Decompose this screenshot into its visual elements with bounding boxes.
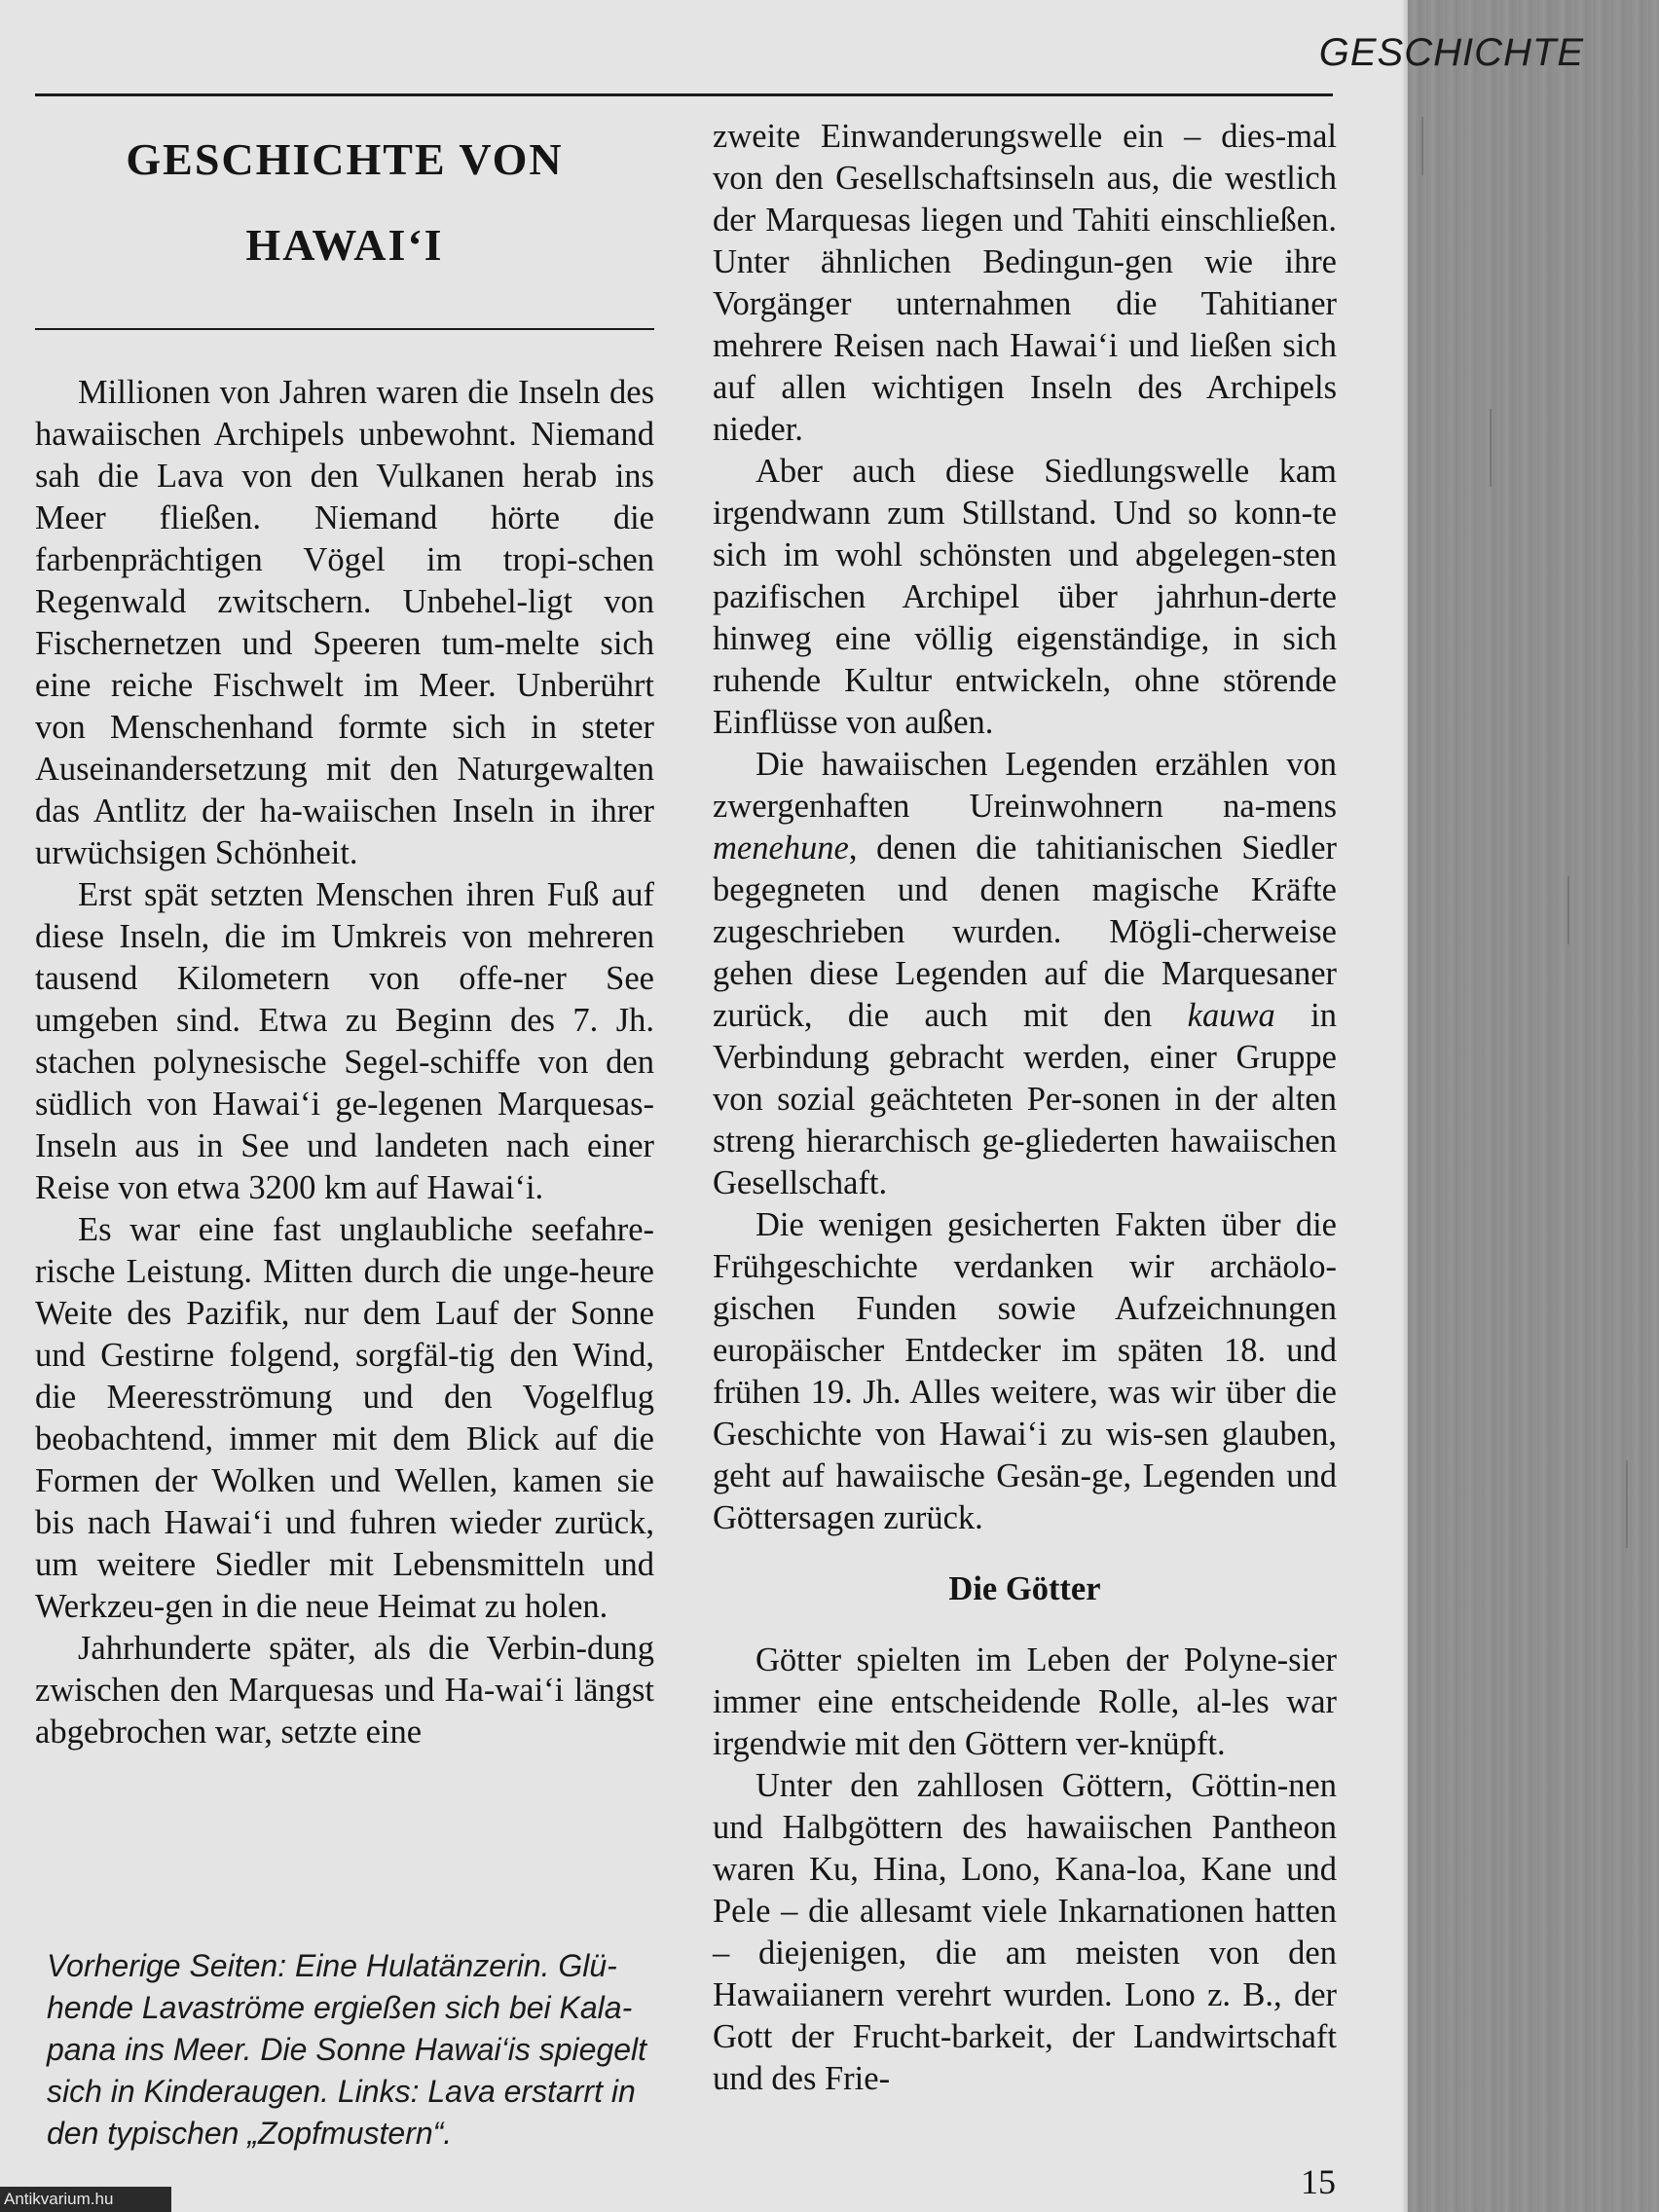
background-texture — [1421, 117, 1423, 175]
paragraph — [713, 744, 1337, 1204]
caption-line: sich in Kinderaugen. Links: Lava erstarrt in — [47, 2074, 636, 2109]
paragraph: Jahrhunderte später, als die Verbin-dung zwischen den Marquesas und Ha-wai‘i längst abgebrochen war, setzte eine — [35, 1630, 654, 1751]
paragraph: Erst spät setzten Menschen ihren Fuß auf diese Inseln, die im Umkreis von mehreren tausend Kilometern von offe-ner See umgeben sind. Etwa zu Beginn des 7. Jh. stachen polynesische Segel-schiffe von den südlich von Hawai‘i ge-legenen Marquesas-Inseln aus in See und landeten nach einer Reise von etwa 3200 km auf Hawai‘i. — [35, 876, 654, 1206]
caption-line: hende Lavaströme ergießen sich bei Kala- — [47, 1990, 633, 2025]
paragraph: Aber auch diese Siedlungswelle kam irgendwann zum Stillstand. Und so konn-te sich im wohl schönsten und abgelegen-sten pazifischen Archipel über jahrhun-derte hinweg eine völlig eigenständige, in sich ruhende Kultur entwickeln, ohne störende Einflüsse von außen. — [713, 453, 1337, 741]
caption-line: pana ins Meer. Die Sonne Hawai‘is spiegelt — [47, 2032, 647, 2067]
chapter-title — [35, 117, 654, 288]
paragraph: Die wenigen gesicherten Fakten über die Frühgeschichte verdanken wir archäolo-gischen Funden sowie Aufzeichnungen europäischer Entdecker im späten 18. und frühen 19. Jh. Alles weitere, was wir über die Geschichte von Hawai‘i zu wis-sen glauben, geht auf hawaiische Gesän-ge, Legenden und Göttersagen zurück. — [713, 1206, 1337, 1536]
left-column — [35, 372, 654, 1753]
term-kauwa: kauwa — [1187, 997, 1275, 1034]
paragraph-text: Die hawaiischen Legenden erzählen von zwergenhaften Ureinwohnern na-mens — [713, 746, 1337, 825]
background-texture — [1490, 409, 1492, 487]
running-head: GESCHICHTE — [1318, 31, 1584, 74]
paragraph: Es war eine fast unglaubliche seefahre-rische Leistung. Mitten durch die unge-heure Weite des Pazifik, nur dem Lauf der Sonne und Gestirne folgend, sorgfäl-tig den Wind, die Meeresströmung und den Vogelflug beobachtend, immer mit dem Blick auf die Formen der Wolken und Wellen, kamen sie bis nach Hawai‘i und fuhren wieder zurück, um weitere Siedler mit Lebensmitteln und Werkzeu-gen in die neue Heimat zu holen. — [35, 1211, 654, 1625]
photo-caption — [47, 1945, 666, 2155]
paragraph-text: , denen die tahitianischen Siedler begegneten und denen magische Kräfte zugeschrieben wurden. Mögli-cherweise gehen diese Legenden auf die Marquesaner zurück, die auch mit den — [713, 830, 1337, 1034]
background-texture — [1567, 876, 1569, 944]
paragraph: Götter spielten im Leben der Polyne-sier immer eine entscheidende Rolle, al-les war irgendwie mit den Göttern ver-knüpft. — [713, 1641, 1337, 1762]
background-texture — [1626, 1460, 1628, 1548]
chapter-title-line-1: GESCHICHTE VON — [126, 134, 564, 184]
paragraph: Millionen von Jahren waren die Inseln des hawaiischen Archipels unbewohnt. Niemand sah die Lava von den Vulkanen herab ins Meer fließen. Niemand hörte die farbenprächtigen Vögel im tropi-schen Regenwald zwitschern. Unbehel-ligt von Fischernetzen und Speeren tum-melte sich eine reiche Fischwelt im Meer. Unberührt von Menschenhand formte sich in steter Auseinandersetzung mit den Naturgewalten das Antlitz der ha-waiischen Inseln in ihrer urwüchsigen Schönheit. — [35, 374, 654, 871]
caption-line: Vorherige Seiten: Eine Hulatänzerin. Glü- — [47, 1948, 617, 1983]
term-menehune: menehune — [713, 830, 849, 866]
right-column — [713, 116, 1337, 2100]
watermark: Antikvarium.hu — [0, 2187, 171, 2212]
paragraph: zweite Einwanderungswelle ein – dies-mal von den Gesellschaftsinseln aus, die westlich der Marquesas liegen und Tahiti einschließen. Unter ähnlichen Bedingun-gen wie ihre Vorgänger unternahmen die Tahitianer mehrere Reisen nach Hawai‘i und ließen sich auf allen wichtigen Inseln des Archipels nieder. — [713, 118, 1337, 448]
paragraph: Unter den zahllosen Göttern, Göttin-nen und Halbgöttern des hawaiischen Pantheon waren Ku, Hina, Lono, Kana-loa, Kane und Pele – die allesamt viele Inkarnationen hatten – diejenigen, die am meisten von den Hawaiianern verehrt wurden. Lono z. B., der Gott der Frucht-barkeit, der Landwirtschaft und des Frie- — [713, 1767, 1337, 2097]
chapter-title-line-2: HAWAI‘I — [245, 220, 444, 270]
background-strip — [1408, 0, 1659, 2212]
page-number: 15 — [1301, 2162, 1336, 2201]
title-rule — [35, 328, 654, 330]
section-heading: Die Götter — [948, 1570, 1101, 1607]
paragraph-text: in Verbindung gebracht werden, einer Gruppe von sozial geächteten Per-sonen in der alten streng hierarchisch ge-gliederten hawaiischen Gesellschaft. — [713, 997, 1337, 1201]
caption-line: den typischen „Zopfmustern“. — [47, 2116, 453, 2151]
header-rule — [35, 93, 1333, 96]
